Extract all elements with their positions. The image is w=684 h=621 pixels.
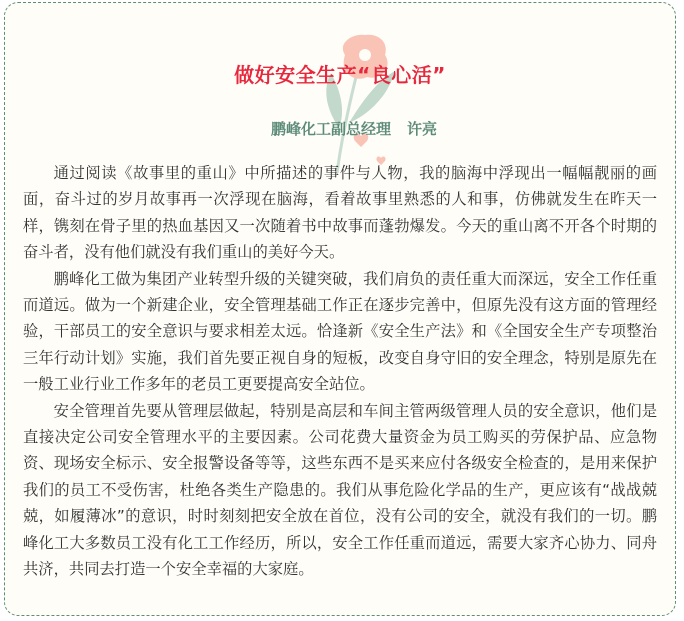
article-body — [23, 160, 657, 583]
paragraph-1: 通过阅读《故事里的重山》中所描述的事件与人物，我的脑海中浮现出一幅幅靓丽的画面，奋斗过的岁月故事再一次浮现在脑海，看着故事里熟悉的人和事，仿佛就发生在昨天一样，镌刻在骨子里的热血基因又一次随着书中故事而蓬勃爆发。今天的重山离不开各个时期的奋斗者，没有他们就没有我们重山的美好今天。 — [23, 164, 657, 262]
paragraph-2: 鹏峰化工做为集团产业转型升级的关键突破，我们肩负的责任重大而深远，安全工作任重而道远。做为一个新建企业，安全管理基础工作正在逐步完善中，但原先没有这方面的管理经验，干部员工的安全意识与要求相差太远。恰逢新《安全生产法》和《全国安全生产专项整治三年行动计划》实施，我们首先要正视自身的短板，改变自身守旧的安全理念，特别是原先在一般工业行业工作多年的老员工更要提高安全站位。 — [23, 269, 657, 394]
author-position: 鹏峰化工副总经理 — [270, 120, 391, 138]
author-name: 许亮 — [407, 120, 438, 138]
article-title: 做好安全生产“良心活” — [234, 63, 446, 87]
article-card — [4, 2, 676, 616]
article-byline — [5, 118, 675, 139]
paragraph-3: 安全管理首先要从管理层做起，特别是高层和车间主管两级管理人员的安全意识，他们是直接决定公司安全管理水平的主要因素。公司花费大量资金为员工购买的劳保护品、应急物资、现场安全标示、安全报警设备等等，这些东西不是买来应付各级安全检查的，是用来保护我们的员工不受伤害，杜绝各类生产隐患的。我们从事危险化学品的生产，更应该有“战战兢兢，如履薄冰”的意识，时时刻刻把安全放在首位，没有公司的安全，就没有我们的一切。鹏峰化工大多数员工没有化工工作经历，所以，安全工作任重而道远，需要大家齐心协力、同舟共济，共同去打造一个安全幸福的大家庭。 — [23, 401, 657, 579]
flower-decoration-icon — [297, 33, 407, 173]
